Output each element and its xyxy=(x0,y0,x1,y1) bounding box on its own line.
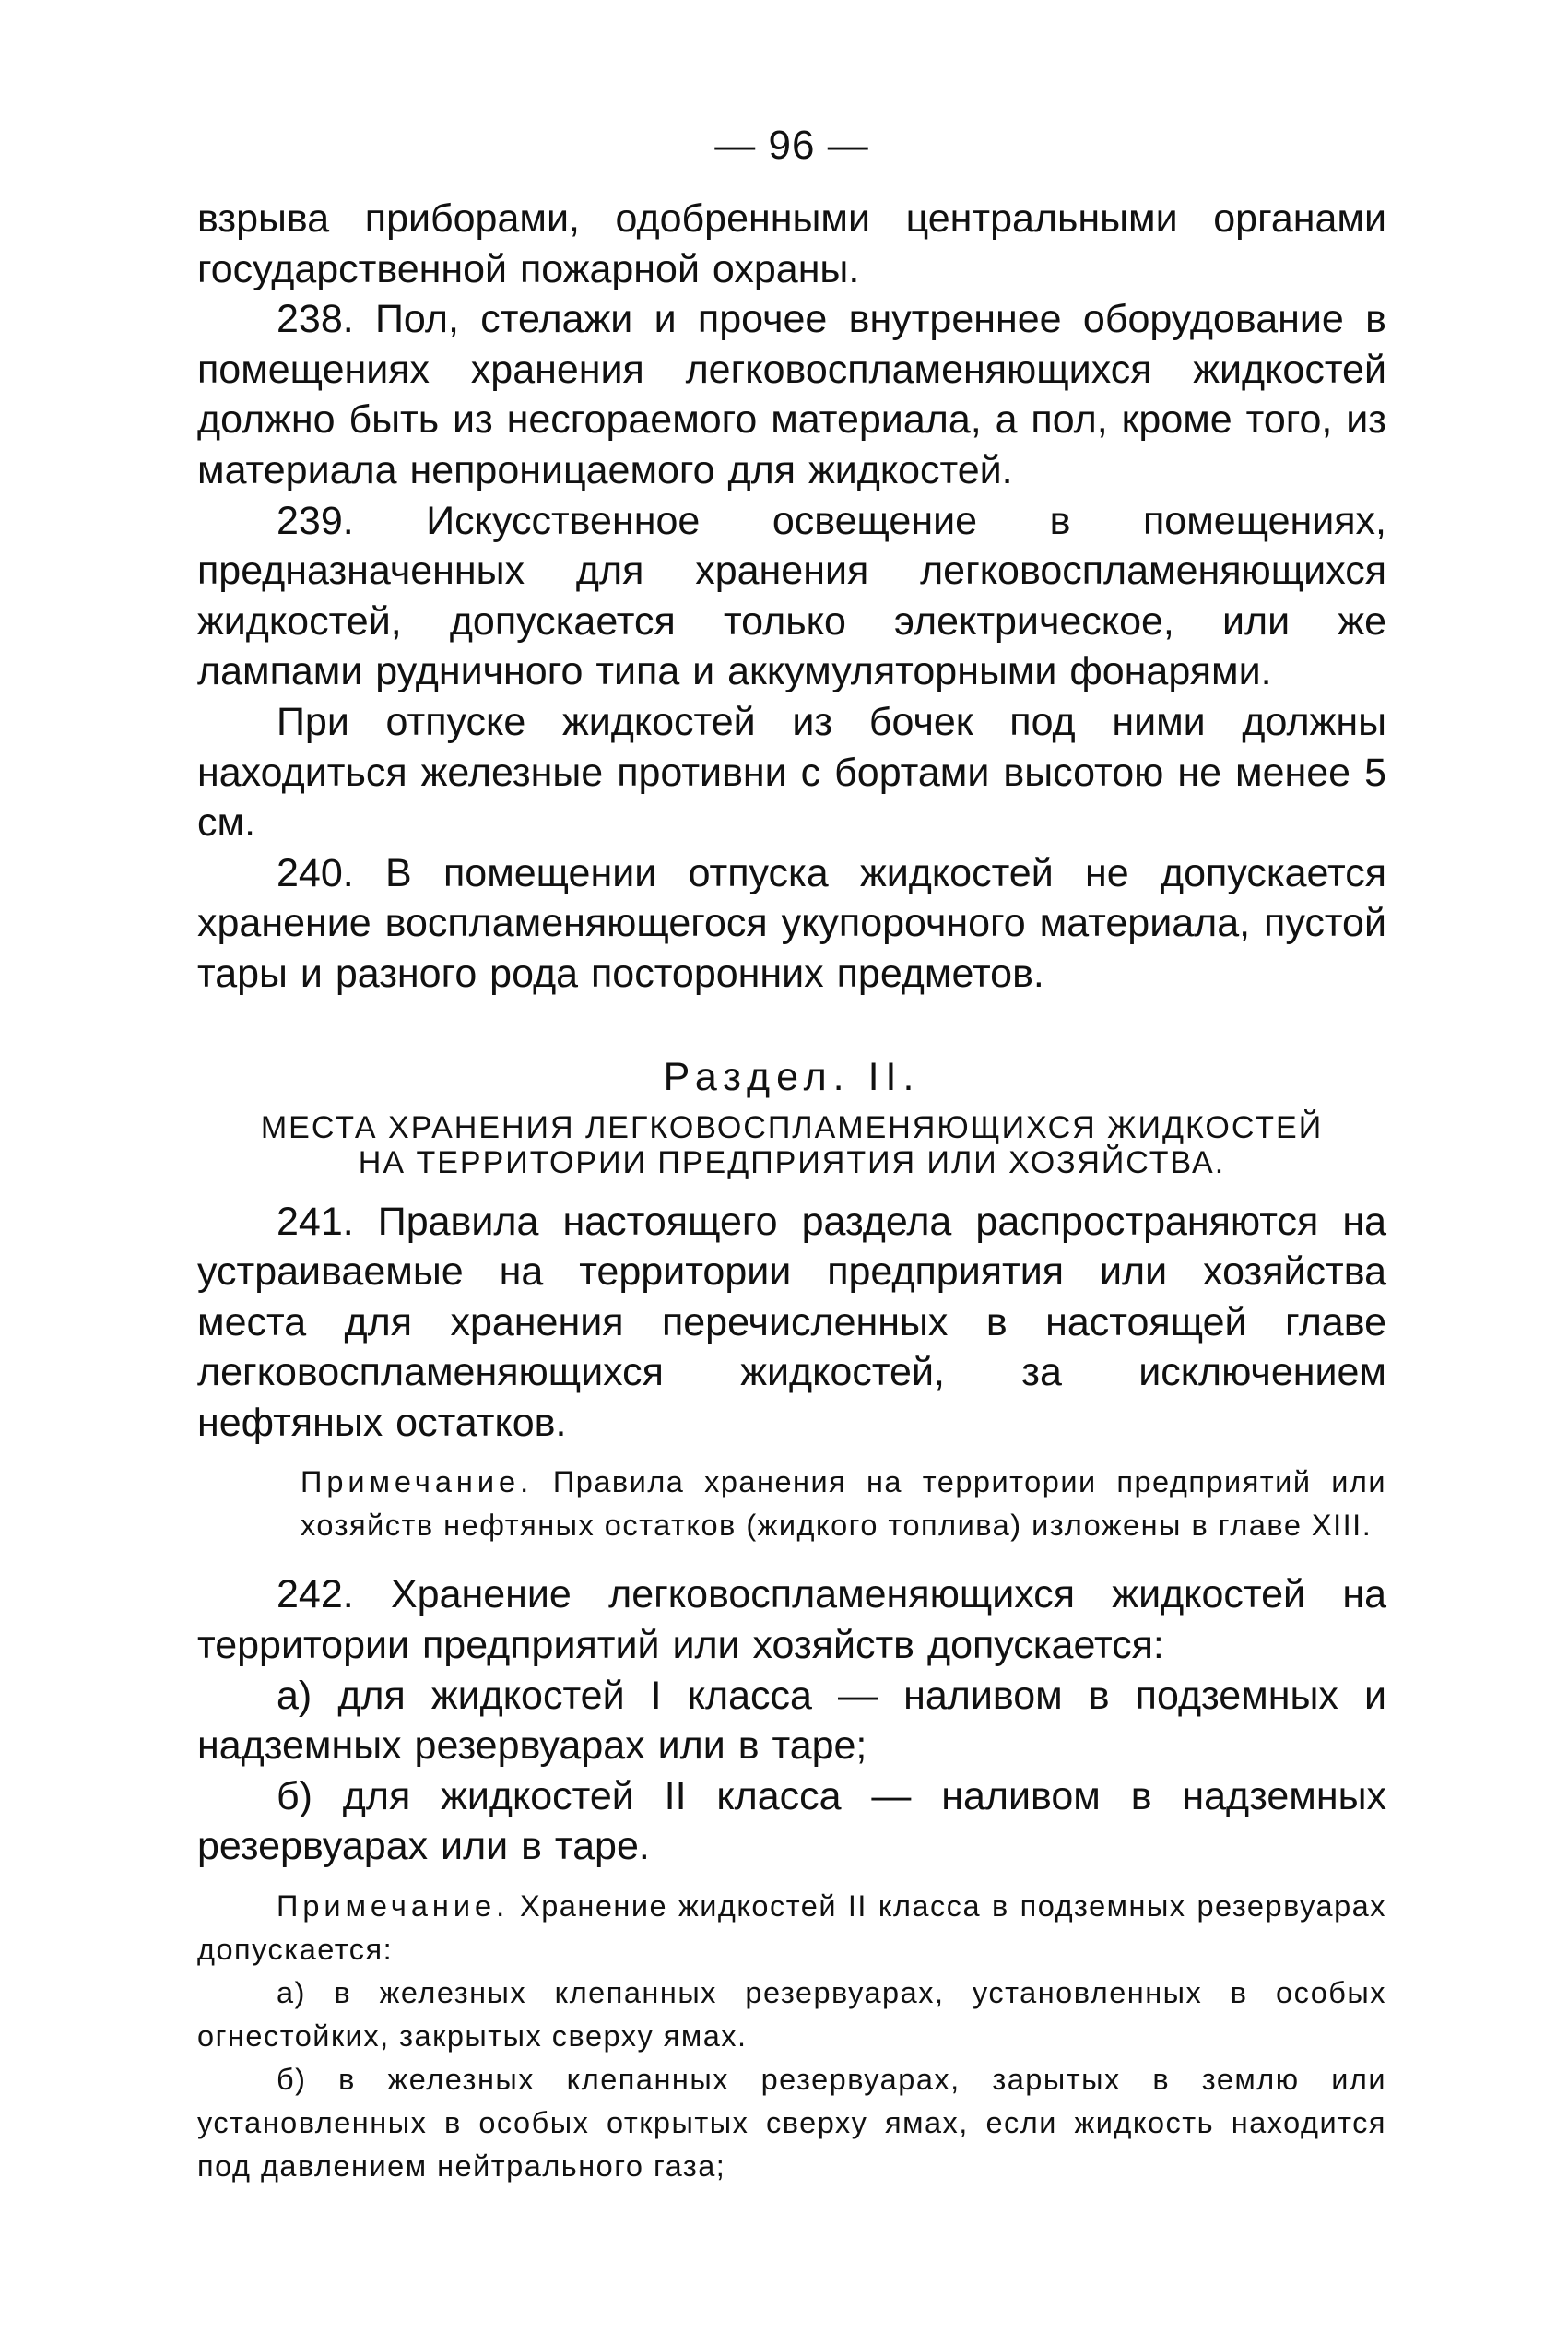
section-heading xyxy=(197,1110,1386,1180)
paragraph-continuation: взрыва приборами, одобренными центральными органами государственной пожарной охраны. xyxy=(197,196,1386,291)
page-number: — 96 — xyxy=(714,123,869,168)
paragraph-242-a: а) для жидкостей I класса — наливом в подземных и надземных резервуарах или в таре; xyxy=(197,1673,1386,1769)
paragraph-240: 240. В помещении отпуска жидкостей не допускается хранение воспламеняющегося укупорочного материала, пустой тары и разного рода посторонних предметов. xyxy=(197,850,1386,996)
note-241 xyxy=(197,1461,1386,1547)
paragraph-242: 242. Хранение легковоспламеняющихся жидкостей на территории предприятий или хозяйств допускается: xyxy=(197,1572,1386,1668)
section-title: Раздел. II. xyxy=(663,1054,921,1099)
note-label: Примечание. xyxy=(277,1889,510,1924)
paragraph-241: 241. Правила настоящего раздела распространяются на устраиваемые на территории предприятия или хозяйства места для хранения перечисленных в настоящей главе легковоспламеняющихся жидкостей, за исключением нефтяных остатков. xyxy=(197,1199,1386,1445)
section-heading-line-1: МЕСТА ХРАНЕНИЯ ЛЕГКОВОСПЛАМЕНЯЮЩИХСЯ ЖИДКОСТЕЙ xyxy=(260,1109,1324,1145)
paragraph-238: 238. Пол, стелажи и прочее внутреннее оборудование в помещениях хранения легковоспламеняющихся жидкостей должно быть из несгораемого материала, а пол, кроме того, из материала непроницаемого для жидкостей. xyxy=(197,297,1386,492)
note-text: Правила хранения на территории предприятий или хозяйств нефтяных остатков (жидкого топлива) изложены в главе XIII. xyxy=(301,1465,1386,1543)
paragraph-239: 239. Искусственное освещение в помещениях, предназначенных для хранения легковоспламеняющихся жидкостей, допускается только электрическое, или же лампами рудничного типа и аккумуляторными фонарями. xyxy=(197,498,1386,694)
note-242 xyxy=(197,1885,1386,1971)
note-242-a: а) в железных клепанных резервуарах, установленных в особых огнестойких, закрытых сверху ямах. xyxy=(197,1976,1386,2054)
section-heading-line-2: НА ТЕРРИТОРИИ ПРЕДПРИЯТИЯ ИЛИ ХОЗЯЙСТВА. xyxy=(358,1144,1226,1180)
paragraph-242-b: б) для жидкостей II класса — наливом в надземных резервуарах или в таре. xyxy=(197,1773,1386,1869)
note-text: Хранение жидкостей II класса в подземных резервуарах допускается: xyxy=(197,1889,1386,1967)
note-label: Примечание. xyxy=(301,1465,534,1499)
paragraph-239-drums: При отпуске жидкостей из бочек под ними должны находиться железные противни с бортами высотою не менее 5 см. xyxy=(197,699,1386,846)
document-page xyxy=(197,118,1386,2188)
note-242-b: б) в железных клепанных резервуарах, зарытых в землю или установленных в особых открытых сверху ямах, если жидкость находится под давлением нейтрального газа; xyxy=(197,2063,1386,2184)
